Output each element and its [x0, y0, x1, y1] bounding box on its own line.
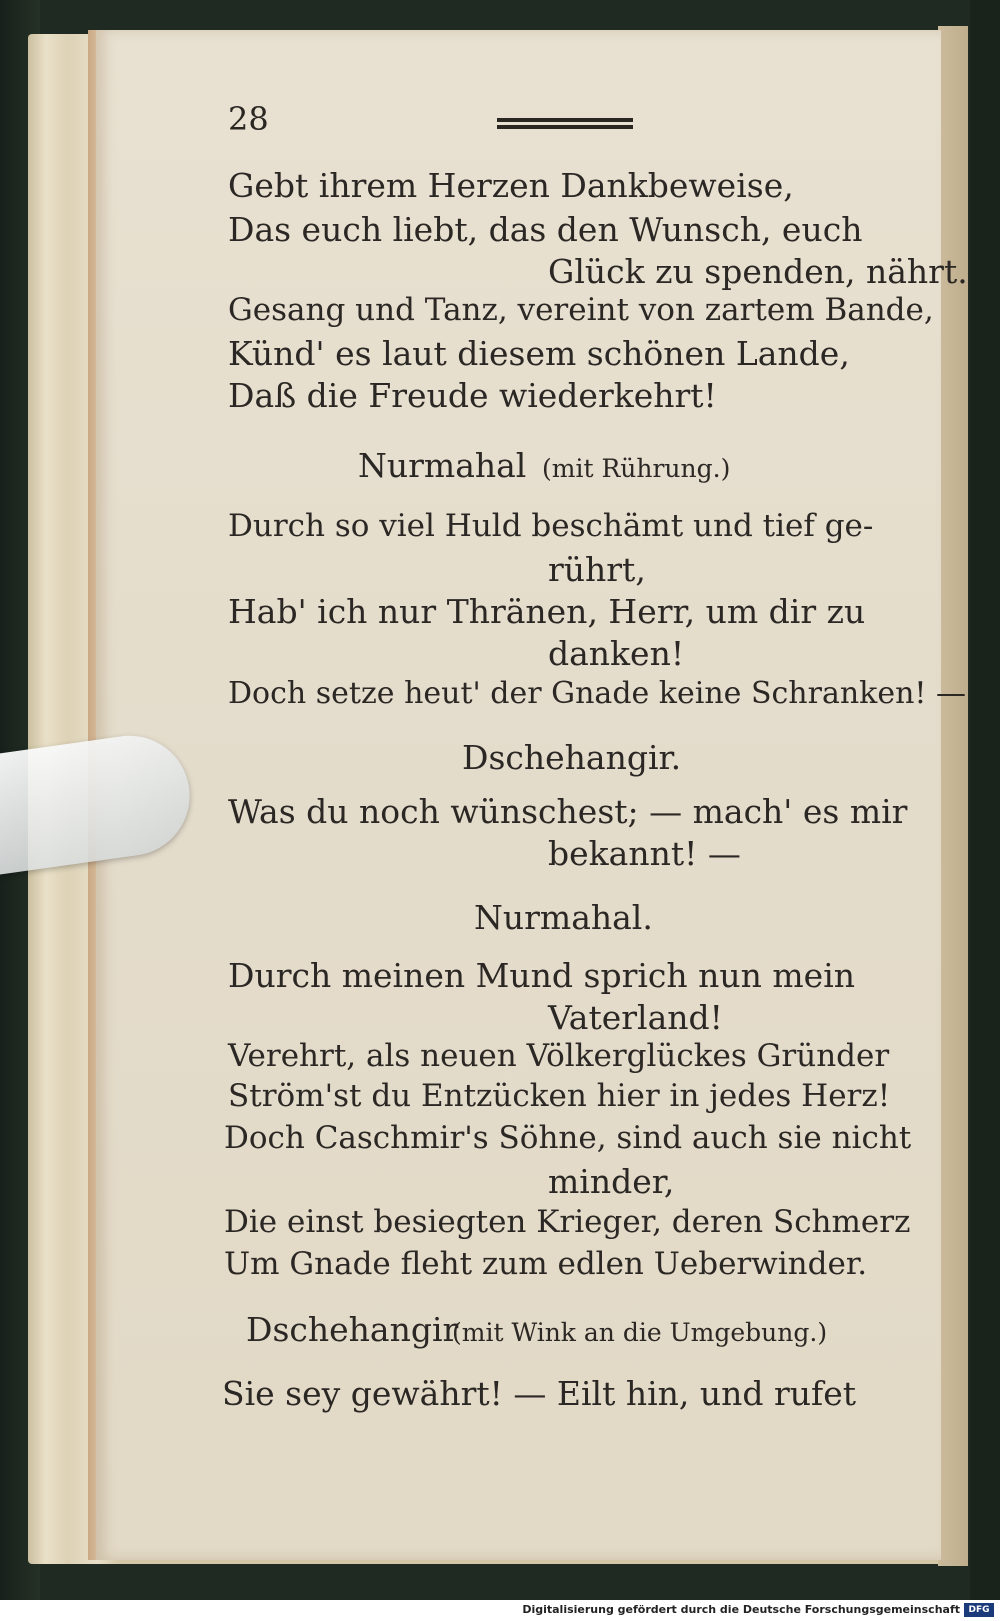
- text-line: Durch so viel Huld beschämt und tief ge-: [228, 508, 874, 544]
- text-line: Sie sey gewährt! — Eilt hin, und rufet: [222, 1374, 857, 1413]
- text-line: bekannt! —: [548, 834, 741, 873]
- text-line: Doch setze heut' der Gnade keine Schranken! —: [228, 676, 967, 711]
- digitization-footer: [0, 1600, 1000, 1621]
- speaker-name: Dschehangir.: [462, 738, 682, 777]
- text-line: Künd' es laut diesem schönen Lande,: [228, 334, 850, 373]
- text-line: Vaterland!: [548, 998, 723, 1037]
- text-line: Daß die Freude wiederkehrt!: [228, 376, 717, 415]
- text-line: danken!: [548, 634, 685, 673]
- speaker-name: Dschehangir: [246, 1310, 459, 1349]
- text-line: Gesang und Tanz, vereint von zartem Bande,: [228, 292, 934, 328]
- text-line: Das euch liebt, das den Wunsch, euch: [228, 210, 863, 249]
- text-line: Verehrt, als neuen Völkerglückes Gründer: [228, 1038, 890, 1074]
- stage-direction: (mit Wink an die Umgebung.): [452, 1318, 828, 1347]
- page-number: 28: [228, 100, 269, 138]
- text-line: Hab' ich nur Thränen, Herr, um dir zu: [228, 592, 866, 631]
- text-line: Ström'st du Entzücken hier in jedes Herz!: [228, 1078, 891, 1114]
- text-line: Gebt ihrem Herzen Dankbeweise,: [228, 166, 794, 205]
- text-line: Die einst besiegten Krieger, deren Schmerz: [224, 1204, 911, 1240]
- speaker-name: Nurmahal.: [474, 898, 653, 937]
- text-line: Was du noch wünschest; — mach' es mir: [228, 792, 908, 831]
- stage-direction: (mit Rührung.): [542, 454, 731, 483]
- scan-background-right: [970, 0, 1000, 1600]
- text-line: minder,: [548, 1162, 675, 1201]
- speaker-name: Nurmahal: [358, 446, 527, 485]
- funding-credit: Digitalisierung gefördert durch die Deutsche Forschungsgemeinschaft: [522, 1603, 960, 1616]
- text-line: Durch meinen Mund sprich nun mein: [228, 956, 856, 995]
- dfg-logo: DFG: [964, 1603, 994, 1617]
- text-line: Doch Caschmir's Söhne, sind auch sie nicht: [224, 1120, 912, 1156]
- text-line: rührt,: [548, 550, 646, 589]
- text-line: Glück zu spenden, nährt.: [548, 252, 968, 291]
- text-line: Um Gnade fleht zum edlen Ueberwinder.: [224, 1246, 868, 1282]
- header-rule: [497, 118, 633, 130]
